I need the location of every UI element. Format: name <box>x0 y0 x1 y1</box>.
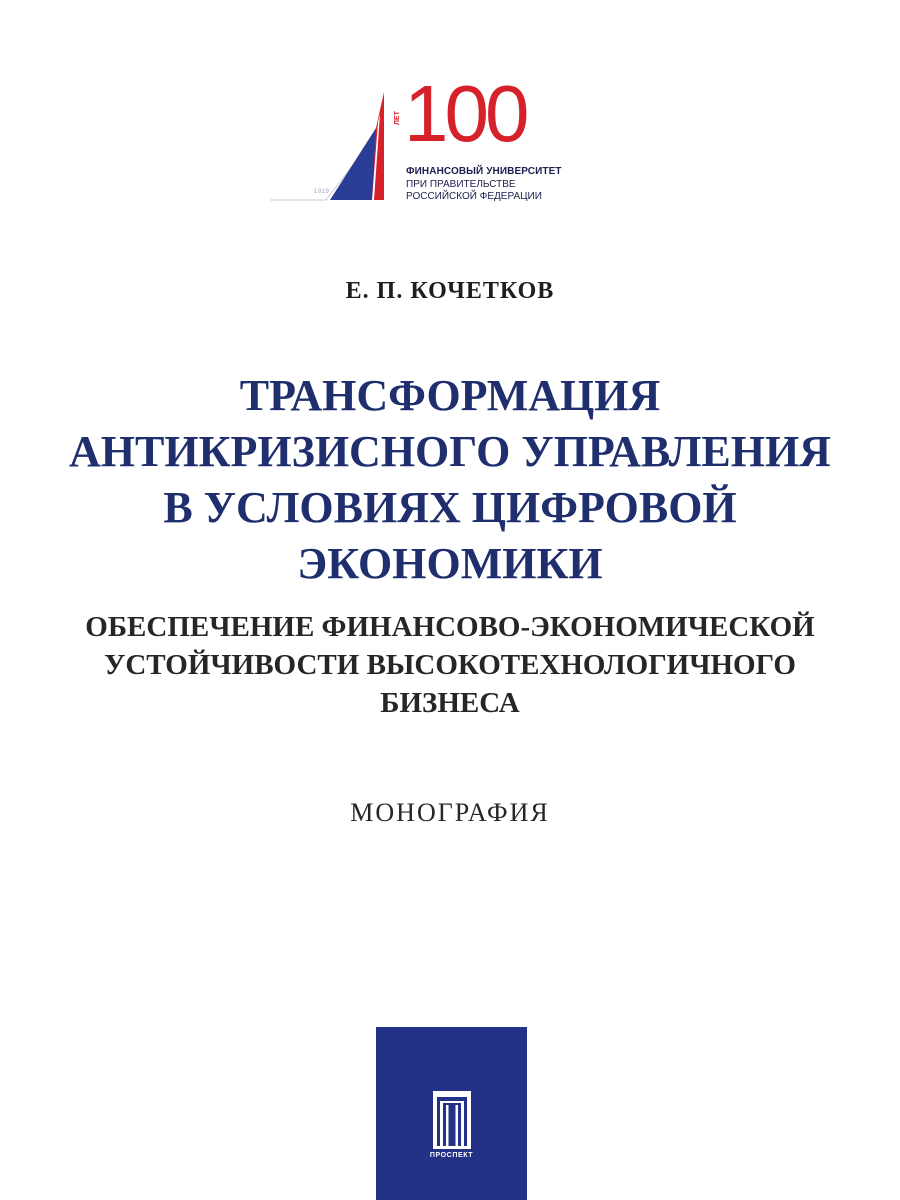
publisher-name: ПРОСПЕКТ <box>429 1152 474 1159</box>
title-line: ТРАНСФОРМАЦИЯ <box>239 371 661 420</box>
subtitle-line: БИЗНЕСА <box>380 687 520 719</box>
book-subtitle <box>60 608 840 722</box>
subtitle-line: ОБЕСПЕЧЕНИЕ ФИНАНСОВО-ЭКОНОМИЧЕСКОЙ <box>85 611 815 643</box>
logo-university-name: ФИНАНСОВЫЙ УНИВЕРСИТЕТ <box>406 166 562 177</box>
logo-let: ЛЕТ <box>394 111 401 125</box>
logo-government-line: ПРИ ПРАВИТЕЛЬСТВЕ <box>406 179 516 190</box>
book-title <box>40 368 860 592</box>
title-line: АНТИКРИЗИСНОГО УПРАВЛЕНИЯ <box>69 427 831 476</box>
building-icon <box>433 1091 471 1149</box>
title-line: ЭКОНОМИКИ <box>297 539 603 588</box>
title-line: В УСЛОВИЯХ ЦИФРОВОЙ <box>163 483 737 532</box>
subtitle-line: УСТОЙЧИВОСТИ ВЫСОКОТЕХНОЛОГИЧНОГО <box>104 649 796 681</box>
logo-year: 1919 <box>314 189 330 195</box>
flag-swoosh-icon <box>268 88 398 206</box>
genre-label: МОНОГРАФИЯ <box>350 798 550 827</box>
university-logo <box>268 69 568 206</box>
logo-federation-line: РОССИЙСКОЙ ФЕДЕРАЦИИ <box>406 191 542 202</box>
logo-hundred: 100 <box>404 69 526 158</box>
author: Е. П. КОЧЕТКОВ <box>345 278 555 304</box>
publisher-block <box>376 1027 527 1200</box>
